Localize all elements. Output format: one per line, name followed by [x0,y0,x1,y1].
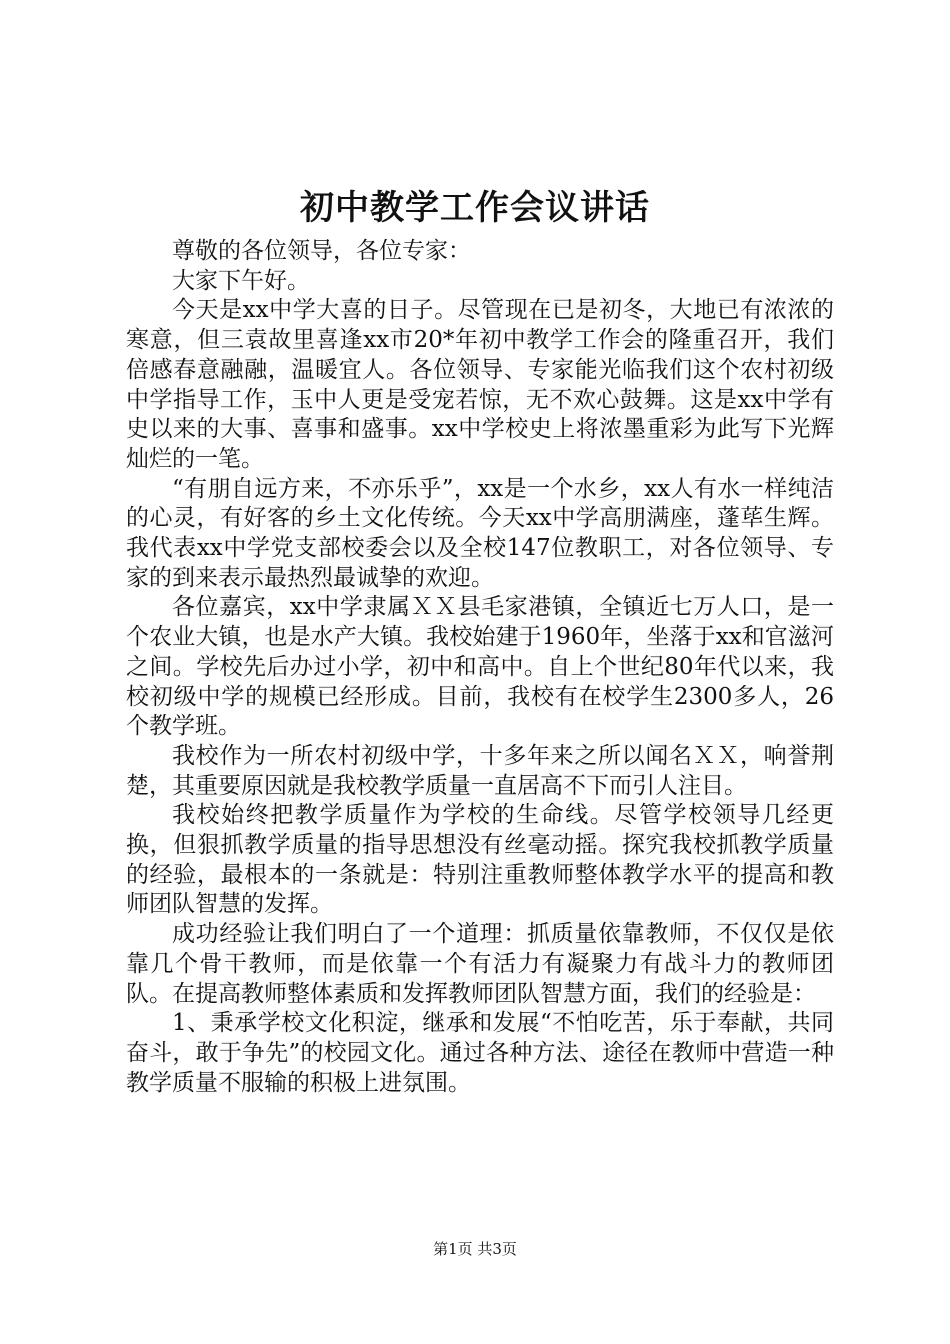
page-number-footer: 第1页 共3页 [433,1240,517,1258]
document-body [126,237,834,1098]
paragraph: 各位嘉宾，xx中学隶属ＸＸ县毛家港镇，全镇近七万人口，是一个农业大镇，也是水产大镇。我校始建于1960年，坐落于xx和官滋河之间。学校先后办过小学，初中和高中。自上个世纪80年代以来，我校初级中学的规模已经形成。目前，我校有在校学生2300多人，26个教学班。 [126,594,834,740]
paragraph-list-item: 1、秉承学校文化积淀，继承和发展“不怕吃苦，乐于奉献，共同奋斗，敢于争先”的校园文化。通过各种方法、途径在教师中营造一种教学质量不服输的积极上进氛围。 [126,1010,834,1096]
document-title: 初中教学工作会议讲话 [300,188,650,228]
paragraph: 我校作为一所农村初级中学，十多年来之所以闻名ＸＸ，响誉荆楚，其重要原因就是我校教学质量一直居高不下而引人注目。 [126,742,834,799]
paragraph: 今天是xx中学大喜的日子。尽管现在已是初冬，大地已有浓浓的寒意，但三袁故里喜逢xx市20*年初中教学工作会的隆重召开，我们倍感春意融融，温暖宜人。各位领导、专家能光临我们这个农村初级中学指导工作，玉中人更是受宠若惊，无不欢心鼓舞。这是xx中学有史以来的大事、喜事和盛事。xx中学校史上将浓墨重彩为此写下光辉灿烂的一笔。 [126,297,834,472]
paragraph: 我校始终把教学质量作为学校的生命线。尽管学校领导几经更换，但狠抓教学质量的指导思想没有丝毫动摇。探究我校抓教学质量的经验，最根本的一条就是：特别注重教师整体教学水平的提高和教师团队智慧的发挥。 [126,802,834,918]
paragraph: “有朋自远方来，不亦乐乎”，xx是一个水乡，xx人有水一样纯洁的心灵，有好客的乡土文化传统。今天xx中学高朋满座，蓬荜生辉。我代表xx中学党支部校委会以及全校147位教职工，对各位领导、专家的到来表示最热烈最诚挚的欢迎。 [126,475,834,591]
paragraph-salutation: 尊敬的各位领导，各位专家： [172,238,471,264]
paragraph-greeting: 大家下午好。 [172,267,310,294]
paragraph: 成功经验让我们明白了一个道理：抓质量依靠教师，不仅仅是依靠几个骨干教师，而是依靠一个有活力有凝聚力有战斗力的教师团队。在提高教师整体素质和发挥教师团队智慧方面，我们的经验是： [126,921,834,1007]
